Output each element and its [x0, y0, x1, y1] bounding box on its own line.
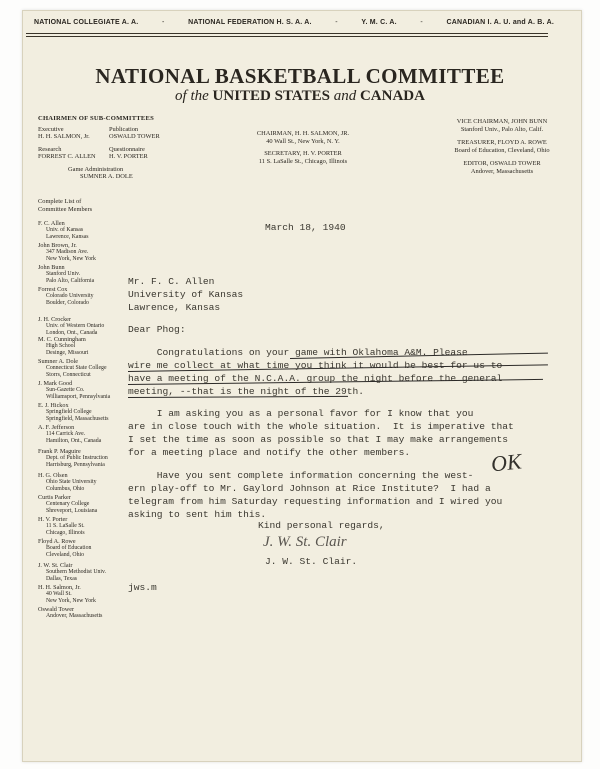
member-detail: Ohio State University — [46, 479, 97, 485]
member-detail: Sun-Gazette Co. — [46, 387, 85, 393]
member-entry — [38, 448, 128, 468]
salutation: Dear Phog: — [128, 324, 186, 335]
member-detail: 347 Madison Ave. — [46, 249, 89, 255]
member-name: F. C. Allen — [38, 220, 65, 227]
closing: Kind personal regards, — [258, 520, 385, 531]
member-detail: Centenary College — [46, 501, 90, 507]
signature: J. W. St. Clair — [263, 534, 347, 550]
game-admin-label: Game Administration — [68, 166, 124, 173]
recipient-university: University of Kansas — [128, 289, 244, 300]
member-detail: London, Ont., Canada — [46, 329, 98, 336]
member-detail: New York, New York — [46, 597, 96, 604]
members-heading-2: Committee Members — [38, 206, 93, 213]
member-detail: Board of Education — [46, 545, 92, 551]
paragraph-3-line-4: asking to sent him this. — [128, 509, 267, 520]
questionnaire-name: H. V. PORTER — [109, 153, 148, 160]
game-admin-name: SUMNER A. DOLE — [80, 173, 133, 180]
member-detail: Palo Alto, California — [46, 277, 95, 284]
member-entry — [38, 380, 128, 400]
handwritten-ok-annotation: OK — [489, 448, 523, 477]
paragraph-2-line-3: I set the time as soon as possible so that I may make arrangements — [128, 434, 508, 445]
treasurer-address: Board of Education, Cleveland, Ohio — [454, 147, 550, 154]
member-entry — [38, 336, 128, 356]
letter-date: March 18, 1940 — [265, 222, 346, 233]
member-entry — [38, 606, 128, 620]
questionnaire-label: Questionnaire — [109, 146, 145, 153]
member-detail: Harrisburg, Pennsylvania — [46, 461, 105, 468]
paragraph-1-line-2: wire me collect at what time you think it would be best for us to — [128, 360, 503, 371]
executive-name: H. H. SALMON, Jr. — [38, 133, 90, 140]
member-entry — [38, 358, 128, 378]
member-name: A. F. Jefferson — [38, 424, 75, 431]
member-entry — [38, 562, 128, 582]
vice-chairman-address: Stanford Univ., Palo Alto, Calif. — [460, 126, 544, 133]
secretary-address: 11 S. LaSalle St., Chicago, Illinois — [258, 158, 348, 165]
member-detail: Chicago, Illinois — [46, 529, 85, 536]
member-entry — [38, 424, 128, 444]
paragraph-3-line-1: Have you sent complete information concerning the west- — [128, 470, 474, 481]
paragraph-1-line-4: meeting, --that is the night of the 29th. — [128, 386, 365, 397]
editor-address: Andover, Massachusetts — [470, 168, 534, 175]
paragraph-1-line-3: have a meeting of the N.C.A.A. group the night before the general — [128, 373, 503, 384]
member-detail: 11 S. LaSalle St. — [46, 523, 85, 529]
member-detail: Columbus, Ohio — [46, 485, 85, 492]
typed-name: J. W. St. Clair. — [265, 556, 358, 567]
member-detail: New York, New York — [46, 255, 96, 262]
paragraph-2-line-2: are in close touch with the whole situation. It is imperative that — [128, 421, 514, 432]
member-detail: 40 Wall St. — [46, 591, 72, 597]
member-detail: Stanford Univ. — [46, 271, 81, 277]
recipient-name: Mr. F. C. Allen — [128, 276, 215, 287]
members-heading-1: Complete List of — [38, 198, 82, 205]
member-entry — [38, 316, 128, 336]
member-name: E. J. Hickox — [38, 402, 69, 409]
member-entry — [38, 538, 128, 558]
member-detail: Univ. of Kansas — [46, 227, 84, 233]
member-detail: Desinge, Missouri — [46, 349, 89, 356]
research-label: Research — [38, 146, 62, 153]
member-entry — [38, 494, 128, 514]
top-rule — [26, 33, 548, 34]
editor: EDITOR, OSWALD TOWER — [463, 160, 541, 167]
member-detail: 114 Carrick Ave. — [46, 431, 86, 437]
member-detail: Cleveland, Ohio — [46, 551, 84, 558]
subcommittees-heading: CHAIRMEN OF SUB-COMMITTEES — [38, 115, 154, 122]
paragraph-3-line-3: telegram from him Saturday requesting information and I wired you — [128, 496, 503, 507]
member-detail: Williamsport, Pennsylvania — [46, 393, 111, 400]
publication-name: OSWALD TOWER — [109, 133, 160, 140]
member-name: John Bunn — [38, 264, 65, 271]
member-entry — [38, 584, 128, 604]
publication-label: Publication — [109, 126, 139, 133]
member-entry — [38, 242, 128, 262]
member-detail: Southern Methodist Univ. — [46, 569, 107, 575]
member-name: J. W. St. Clair — [38, 562, 73, 569]
member-entry — [38, 516, 128, 536]
member-name: J. Mark Good — [38, 380, 73, 387]
member-name: John Brown, Jr. — [38, 242, 77, 249]
vice-chairman: VICE CHAIRMAN, JOHN BUNN — [456, 118, 548, 125]
org-nfhsaa: NATIONAL FEDERATION H. S. A. A. — [188, 19, 312, 26]
member-entry — [38, 264, 128, 284]
letterhead-title: NATIONAL BASKETBALL COMMITTEE — [95, 64, 505, 88]
member-detail: Andover, Massachusetts — [46, 613, 103, 619]
research-name: FORREST C. ALLEN — [38, 153, 96, 160]
member-name: Sumner A. Dole — [38, 358, 79, 365]
chairman-address: 40 Wall St., New York, N. Y. — [266, 138, 340, 145]
paragraph-1-line-1: Congratulations on your game with Oklahoma A&M. Please — [128, 347, 468, 358]
member-detail: Boulder, Colorado — [46, 299, 89, 306]
member-entry — [38, 286, 128, 306]
member-detail: Storrs, Connecticut — [46, 371, 91, 378]
member-detail: Springfield, Massachusetts — [46, 415, 109, 422]
member-detail: Hamilton, Ont., Canada — [46, 437, 102, 444]
member-detail: Shreveport, Louisiana — [46, 507, 98, 514]
member-name: H. G. Olsen — [38, 472, 68, 479]
member-name: M. C. Cunningham — [38, 336, 86, 343]
member-name: Curtis Parker — [38, 494, 71, 501]
member-entry — [38, 472, 128, 492]
paragraph-3-line-2: ern play-off to Mr. Gaylord Johnson at Rice Institute? I had a — [128, 483, 491, 494]
member-name: Forrest Cox — [38, 286, 68, 293]
member-name: Frank P. Maguire — [38, 448, 81, 455]
member-name: J. H. Crocker — [38, 316, 71, 323]
member-entry — [38, 402, 128, 422]
member-detail: Dept. of Public Instruction — [46, 455, 108, 461]
member-name: H. V. Porter — [38, 516, 68, 523]
member-detail: Lawrence, Kansas — [46, 233, 89, 240]
paragraph-2-line-4: for a meeting place and notify the other members. — [128, 447, 411, 458]
recipient-city: Lawrence, Kansas — [128, 302, 221, 313]
paragraph-2-line-1: I am asking you as a personal favor for I know that you — [128, 408, 474, 419]
member-detail: Springfield College — [46, 409, 92, 415]
member-entry — [38, 220, 128, 240]
member-name: H. H. Salmon, Jr. — [38, 584, 81, 591]
executive-label: Executive — [38, 126, 64, 133]
org-canadian: CANADIAN I. A. U. and A. B. A. — [446, 19, 554, 26]
member-detail: Dallas, Texas — [46, 575, 78, 582]
member-detail: Connecticut State College — [46, 365, 107, 371]
member-detail: Colorado University — [46, 293, 94, 299]
top-rule-2 — [26, 36, 548, 37]
member-name: Floyd A. Rowe — [38, 538, 76, 545]
letterhead-subtitle: of the UNITED STATES and CANADA — [175, 88, 425, 104]
org-ncaa: NATIONAL COLLEGIATE A. A. — [34, 19, 139, 26]
organizations-bar: NATIONAL COLLEGIATE A. A. - NATIONAL FEDERATION H. S. A. A. - Y. M. C. A. - CANADIAN I. A. U. and A. B. A. — [34, 19, 554, 31]
member-detail: High School — [46, 343, 76, 349]
secretary: SECRETARY, H. V. PORTER — [264, 150, 342, 157]
member-name: Oswald Tower — [38, 606, 75, 613]
typist-initials: jws.m — [128, 582, 157, 593]
chairman: CHAIRMAN, H. H. SALMON, JR. — [256, 130, 350, 137]
member-detail: Univ. of Western Ontario — [46, 323, 105, 329]
treasurer: TREASURER, FLOYD A. ROWE — [457, 139, 547, 146]
org-ymca: Y. M. C. A. — [361, 19, 397, 26]
